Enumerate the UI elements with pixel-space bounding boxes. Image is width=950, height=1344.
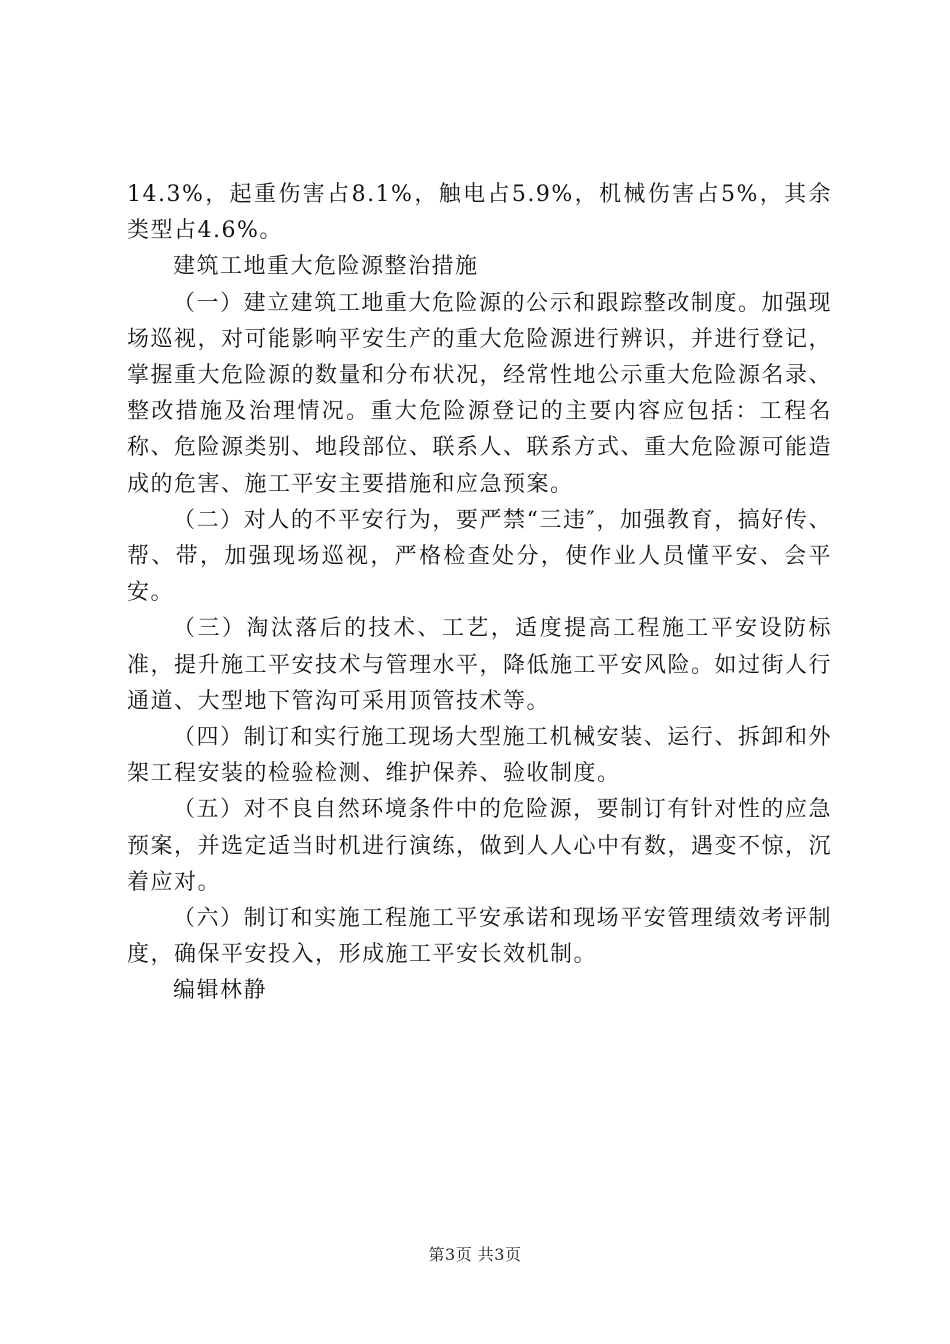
paragraph-measure-4: （四）制订和实行施工现场大型施工机械安装、运行、拆卸和外架工程安装的检验检测、维护保养、验收制度。 (127, 725, 832, 787)
paragraph-measure-2: （二）对人的不平安行为，要严禁“三违″，加强教育，搞好传、帮、带，加强现场巡视，严格检查处分，使作业人员懂平安、会平安。 (127, 507, 832, 606)
paragraph-continuation: 14.3%，起重伤害占8.1%，触电占5.9%，机械伤害占5%，其余类型占4.6%。 (127, 182, 832, 244)
paragraph-measure-1: （一）建立建筑工地重大危险源的公示和跟踪整改制度。加强现场巡视，对可能影响平安生产的重大危险源进行辨识，并进行登记，掌握重大危险源的数量和分布状况，经常性地公示重大危险源名录、整改措施及治理情况。重大危险源登记的主要内容应包括：工程名称、危险源类别、地段部位、联系人、联系方式、重大危险源可能造成的危害、施工平安主要措施和应急预案。 (127, 290, 833, 497)
paragraph-measure-5: （五）对不良自然环境条件中的危险源，要制订有针对性的应急预案，并选定适当时机进行演练，做到人人心中有数，遇变不惊，沉着应对。 (127, 797, 833, 895)
page-number-footer: 第3页 共3页 (428, 1245, 522, 1264)
paragraph-measure-3: （三）淘汰落后的技术、工艺，适度提高工程施工平安设防标准，提升施工平安技术与管理水平，降低施工平安风险。如过街人行通道、大型地下管沟可采用顶管技术等。 (127, 616, 833, 714)
section-heading: 建筑工地重大危险源整治措施 (173, 254, 479, 280)
paragraph-measure-6: （六）制订和实施工程施工平安承诺和现场平安管理绩效考评制度，确保平安投入，形成施工平安长效机制。 (127, 906, 832, 968)
document-body (127, 177, 832, 1010)
editor-credit: 编辑林静 (173, 978, 268, 1004)
